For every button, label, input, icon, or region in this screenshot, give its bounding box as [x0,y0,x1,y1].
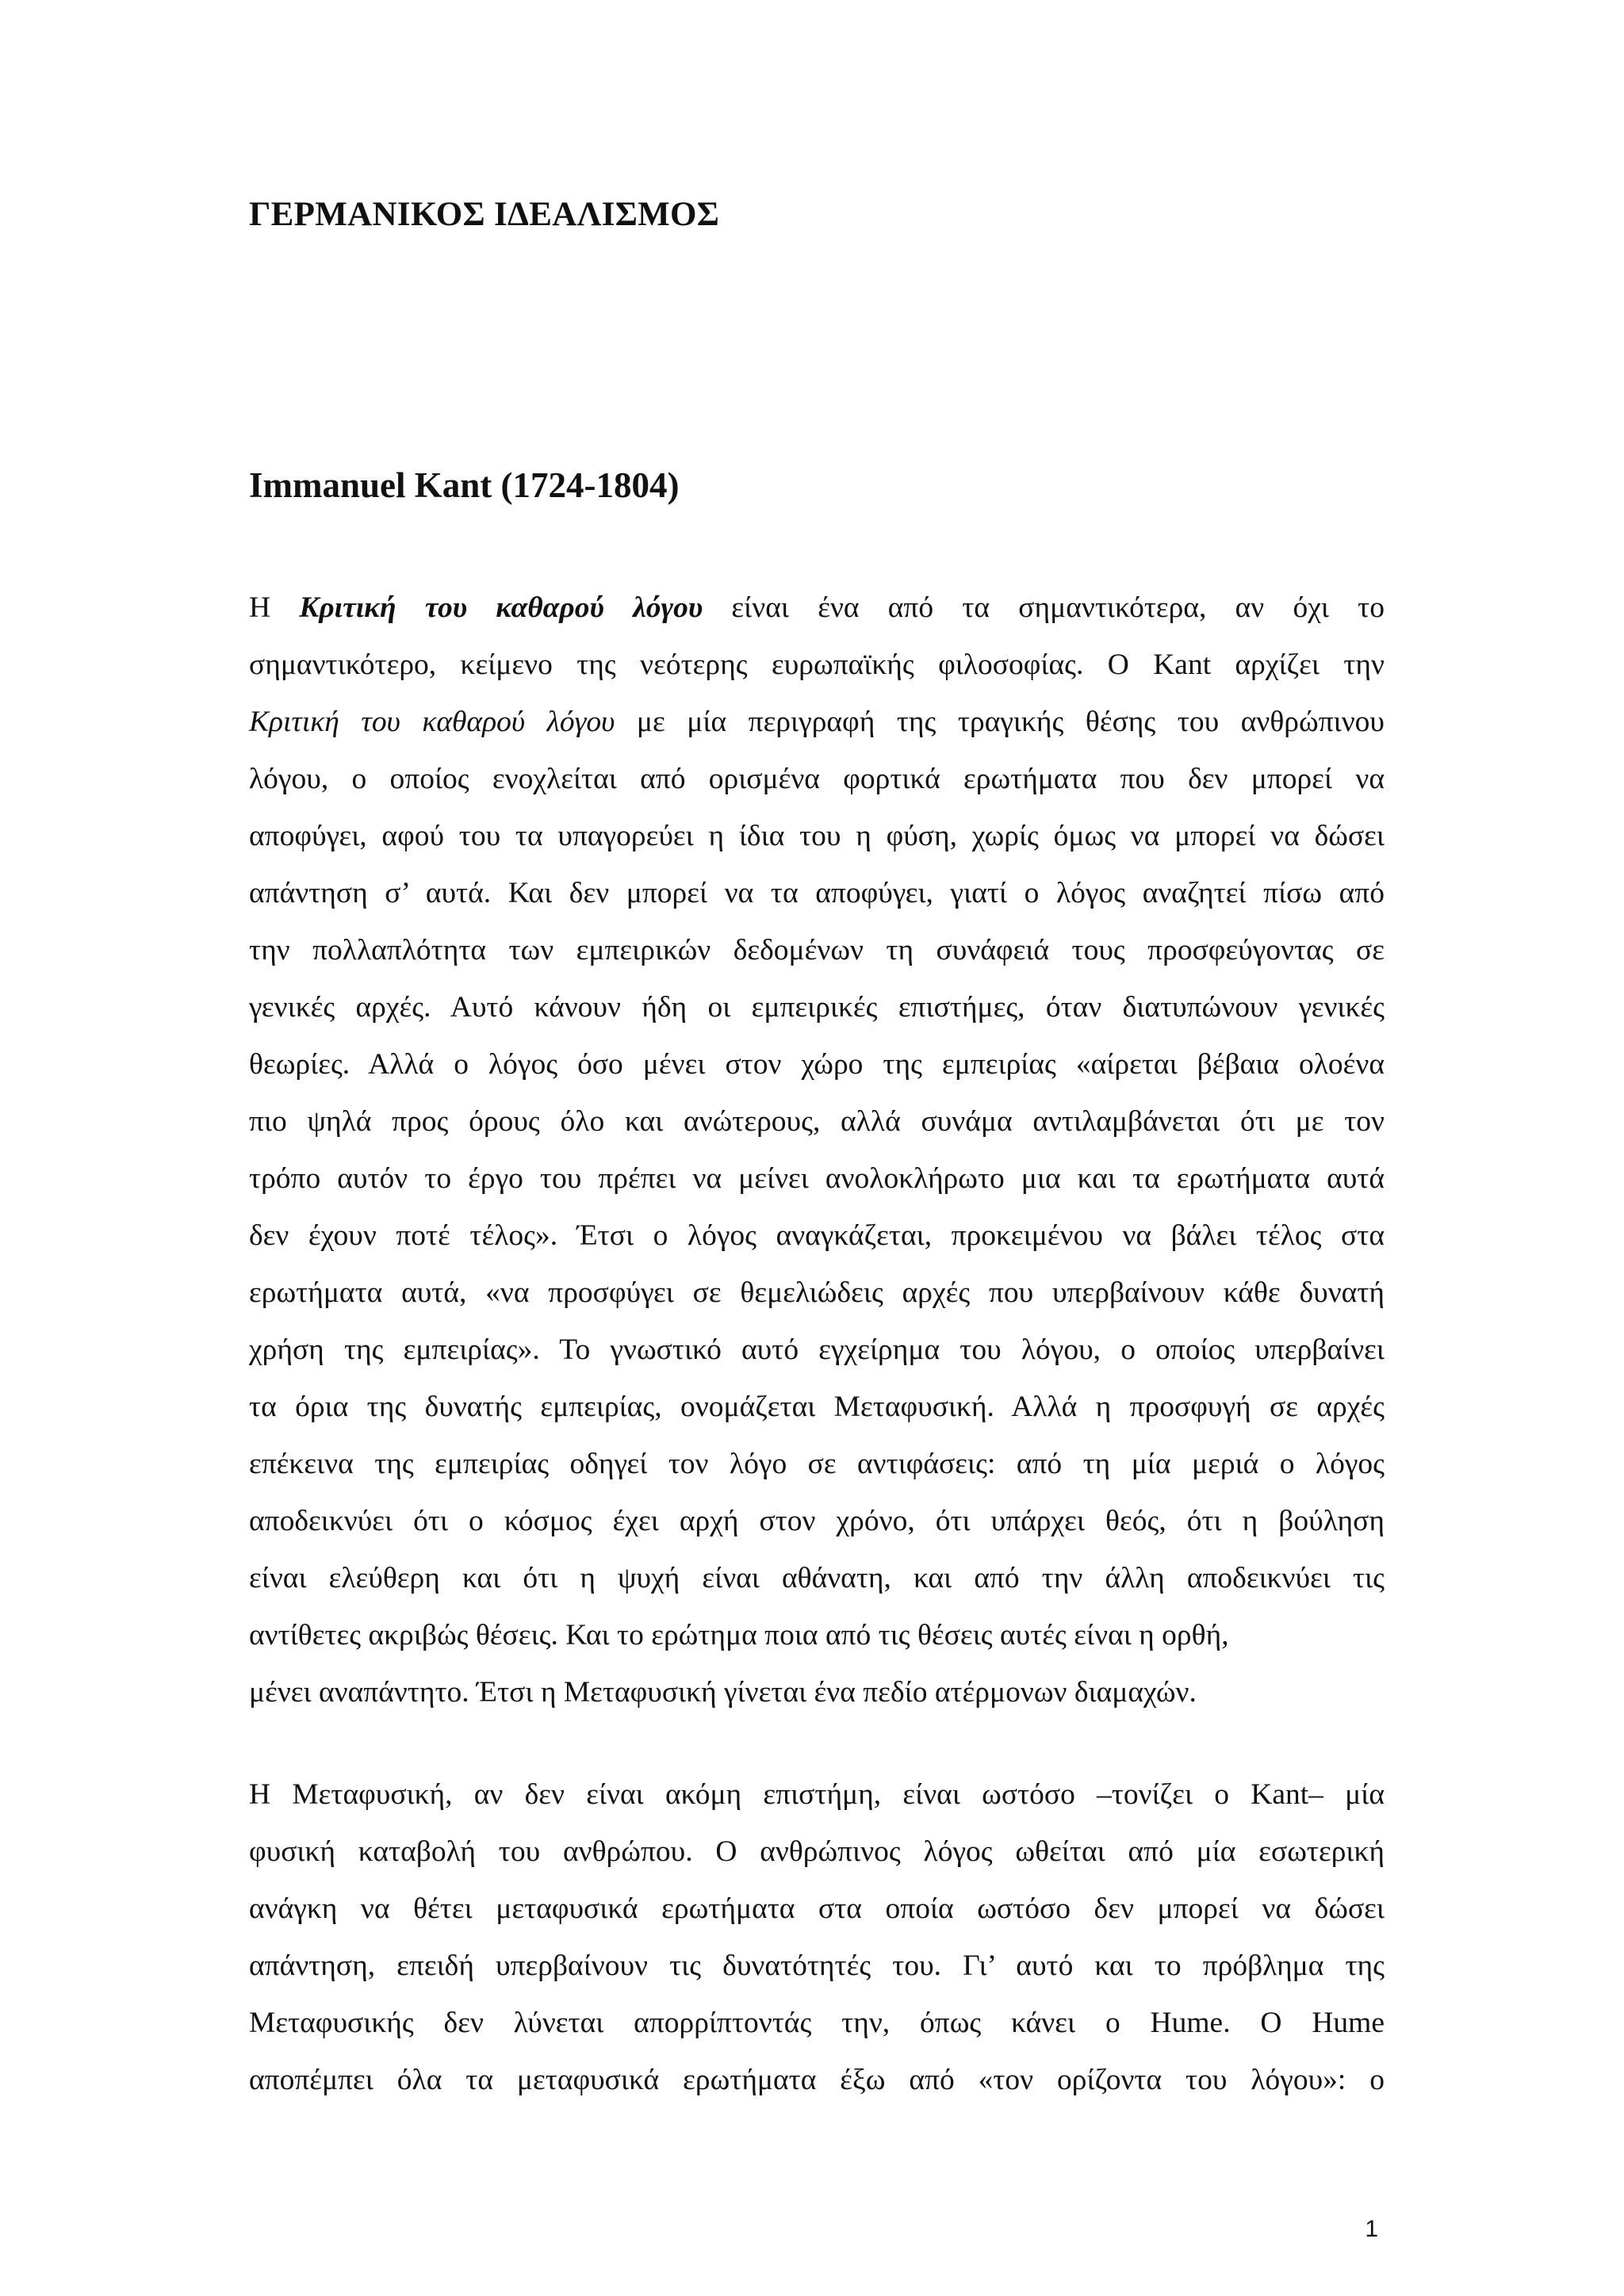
text-line: λόγου, ο οποίος ενοχλείται από ορισμένα φορτικά ερωτήματα που δεν μπορεί να [249,763,1385,795]
text-line: χρήση της εμπειρίας». Το γνωστικό αυτό εγχείρημα του λόγου, ο οποίος υπερβαίνει [249,1334,1385,1366]
text-line: θεωρίες. Αλλά ο λόγος όσο μένει στον χώρο της εμπειρίας «αίρεται βέβαια ολοένα [249,1048,1385,1081]
text-line: είναι ελεύθερη και ότι η ψυχή είναι αθάνατη, και από την άλλη αποδεικνύει τις [249,1562,1385,1594]
text-line: επέκεινα της εμπειρίας οδηγεί τον λόγο σε αντιφάσεις: από τη μία μεριά ο λόγος [249,1448,1385,1480]
document-title: ΓΕΡΜΑΝΙΚΟΣ ΙΔΕΑΛΙΣΜΟΣ [249,196,720,233]
text-line: τρόπο αυτόν το έργο του πρέπει να μείνει ανολοκλήρωτο μια και τα ερωτήματα αυτά [249,1162,1385,1195]
text-line: αποπέμπει όλα τα μεταφυσικά ερωτήματα έξω από «τον ορίζοντα του λόγου»: ο [249,2064,1385,2096]
text-line [249,694,1385,751]
book-title-italic: Κριτική του καθαρού λόγου [249,706,615,738]
text-run: με μία περιγραφή της τραγικής θέσης του ανθρώπινου [615,706,1385,738]
text-line [249,580,1385,637]
text-line: απάντηση σ’ αυτά. Και δεν μπορεί να τα αποφύγει, γιατί ο λόγος αναζητεί πίσω από [249,877,1385,909]
text-line: αντίθετες ακριβώς θέσεις. Και το ερώτημα ποια από τις θέσεις αυτές είναι η ορθή, [249,1619,1229,1651]
text-run: είναι ένα από τα σημαντικότερα, αν όχι το [703,591,1385,624]
text-line: δεν έχουν ποτέ τέλος». Έτσι ο λόγος αναγκάζεται, προκειμένου να βάλει τέλος στα [249,1219,1385,1252]
text-line: Μεταφυσικής δεν λύνεται απορρίπτοντάς την, όπως κάνει ο Hume. Ο Hume [249,2007,1385,2039]
paragraph-critique-intro [249,580,1385,1721]
text-line: σημαντικότερο, κείμενο της νεότερης ευρωπαϊκής φιλοσοφίας. Ο Kant αρχίζει την [249,649,1385,681]
text-line: ανάγκη να θέτει μεταφυσικά ερωτήματα στα οποία ωστόσο δεν μπορεί να δώσει [249,1892,1385,1925]
text-line: γενικές αρχές. Αυτό κάνουν ήδη οι εμπειρικές επιστήμες, όταν διατυπώνουν γενικές [249,991,1385,1024]
text-line: αποδεικνύει ότι ο κόσμος έχει αρχή στον χρόνο, ότι υπάρχει θεός, ότι η βούληση [249,1505,1385,1537]
text-line: ερωτήματα αυτά, «να προσφύγει σε θεμελιώδεις αρχές που υπερβαίνουν κάθε δυνατή [249,1276,1385,1309]
text-line: φυσική καταβολή του ανθρώπου. Ο ανθρώπινος λόγος ωθείται από μία εσωτερική [249,1835,1385,1868]
text-line: Η Μεταφυσική, αν δεν είναι ακόμη επιστήμη, είναι ωστόσο –τονίζει ο Kant– μία [249,1778,1385,1811]
text-line: πιο ψηλά προς όρους όλο και ανώτερους, αλλά συνάμα αντιλαμβάνεται ότι με τον [249,1105,1385,1138]
page-number: 1 [1365,2216,1378,2242]
text-line: την πολλαπλότητα των εμπειρικών δεδομένων τη συνάφειά τους προσφεύγοντας σε [249,934,1385,966]
section-heading-kant: Immanuel Kant (1724-1804) [249,465,680,505]
text-run: Η [249,591,300,624]
book-title-emphasis: Κριτική του καθαρού λόγου [299,591,703,624]
text-line: αποφύγει, αφού του τα υπαγορεύει η ίδια του η φύση, χωρίς όμως να μπορεί να δώσει [249,820,1385,852]
text-line: μένει αναπάντητο. Έτσι η Μεταφυσική γίνεται ένα πεδίο ατέρμονων διαμαχών. [249,1676,1197,1709]
text-line: τα όρια της δυνατής εμπειρίας, ονομάζεται Μεταφυσική. Αλλά η προσφυγή σε αρχές [249,1391,1385,1423]
text-line: απάντηση, επειδή υπερβαίνουν τις δυνατότητές του. Γι’ αυτό και το πρόβλημα της [249,1950,1385,1982]
paragraph-metaphysics-disposition [249,1766,1385,2109]
